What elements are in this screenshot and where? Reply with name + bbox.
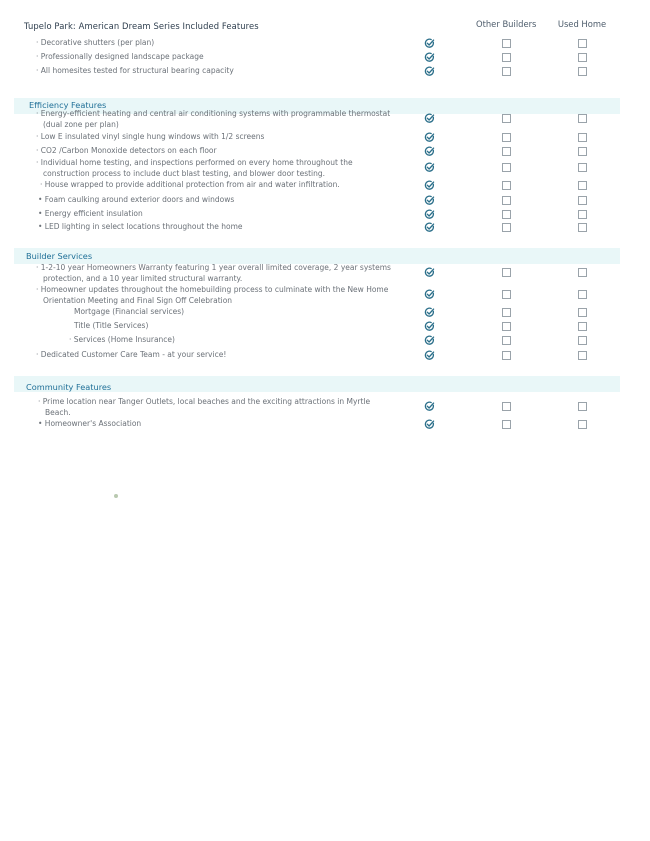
feature-label-line: · Dedicated Customer Care Team - at your service! xyxy=(36,350,227,359)
check-circle-icon xyxy=(424,38,435,49)
feature-label-line: · Energy-efficient heating and central air conditioning systems with programmable thermostat xyxy=(36,109,391,118)
used-home-checkbox xyxy=(578,290,587,299)
other-builders-checkbox xyxy=(502,290,511,299)
used-home-checkbox xyxy=(578,351,587,360)
used-home-checkbox xyxy=(578,402,587,411)
feature-label-line: · Services (Home Insurance) xyxy=(69,335,175,344)
feature-label xyxy=(36,158,353,179)
feature-label-line: · All homesites tested for structural bearing capacity xyxy=(36,66,234,75)
used-home-checkbox xyxy=(578,181,587,190)
used-home-checkbox xyxy=(578,39,587,48)
used-home-checkbox xyxy=(578,210,587,219)
feature-label xyxy=(36,146,217,157)
check-circle-icon xyxy=(424,209,435,220)
used-home-checkbox xyxy=(578,133,587,142)
check-circle-icon xyxy=(424,321,435,332)
used-home-checkbox xyxy=(578,322,587,331)
used-home-checkbox xyxy=(578,163,587,172)
feature-label xyxy=(38,222,243,233)
used-home-checkbox xyxy=(578,147,587,156)
check-circle-icon xyxy=(424,401,435,412)
other-builders-checkbox xyxy=(502,67,511,76)
other-builders-checkbox xyxy=(502,322,511,331)
other-builders-checkbox xyxy=(502,53,511,62)
feature-label xyxy=(38,209,143,220)
other-builders-checkbox xyxy=(502,181,511,190)
used-home-checkbox xyxy=(578,308,587,317)
check-circle-icon xyxy=(424,132,435,143)
feature-label xyxy=(38,397,370,418)
check-circle-icon xyxy=(424,267,435,278)
other-builders-checkbox xyxy=(502,268,511,277)
used-home-checkbox xyxy=(578,196,587,205)
feature-label-line: · 1-2-10 year Homeowners Warranty featuring 1 year overall limited coverage, 2 year systems xyxy=(36,263,391,272)
feature-label-line: Mortgage (Financial services) xyxy=(74,307,185,316)
feature-label-continuation: protection, and a 10 year limited structural warranty. xyxy=(43,273,243,283)
feature-label xyxy=(36,132,264,143)
other-builders-checkbox xyxy=(502,147,511,156)
scan-speck xyxy=(114,494,118,498)
used-home-checkbox xyxy=(578,223,587,232)
feature-label-line: · Homeowner updates throughout the homebuilding process to culminate with the New Home xyxy=(36,285,389,294)
feature-label xyxy=(38,419,141,430)
other-builders-checkbox xyxy=(502,114,511,123)
check-circle-icon xyxy=(424,52,435,63)
used-home-checkbox xyxy=(578,336,587,345)
feature-label xyxy=(36,350,226,361)
feature-label xyxy=(36,66,234,77)
column-header-used-home: Used Home xyxy=(557,19,607,29)
feature-label-line: · Professionally designed landscape package xyxy=(36,52,204,61)
other-builders-checkbox xyxy=(502,39,511,48)
feature-label-continuation: Orientation Meeting and Final Sign Off Celebration xyxy=(43,295,233,305)
other-builders-checkbox xyxy=(502,420,511,429)
feature-label-line: • Energy efficient insulation xyxy=(38,209,143,218)
section-title-builder-services: Builder Services xyxy=(26,251,93,261)
feature-label-line: · Prime location near Tanger Outlets, local beaches and the exciting attractions in Myrtle xyxy=(38,397,371,406)
feature-label-line: · Individual home testing, and inspections performed on every home throughout the xyxy=(36,158,353,167)
feature-label-line: · Low E insulated vinyl single hung windows with 1/2 screens xyxy=(36,132,265,141)
check-circle-icon xyxy=(424,350,435,361)
used-home-checkbox xyxy=(578,67,587,76)
feature-label-line: • Homeowner's Association xyxy=(38,419,142,428)
page-title: Tupelo Park: American Dream Series Included Features xyxy=(24,21,259,31)
check-circle-icon xyxy=(424,335,435,346)
check-circle-icon xyxy=(424,289,435,300)
other-builders-checkbox xyxy=(502,336,511,345)
section-title-community: Community Features xyxy=(26,382,112,392)
check-circle-icon xyxy=(424,222,435,233)
feature-label xyxy=(69,335,175,346)
check-circle-icon xyxy=(424,195,435,206)
other-builders-checkbox xyxy=(502,308,511,317)
feature-label-line: · Decorative shutters (per plan) xyxy=(36,38,155,47)
feature-label-line: Title (Title Services) xyxy=(74,321,149,330)
feature-label xyxy=(36,38,154,49)
other-builders-checkbox xyxy=(502,196,511,205)
feature-label-continuation: construction process to include duct blast testing, and blower door testing. xyxy=(43,168,326,178)
check-circle-icon xyxy=(424,307,435,318)
feature-label-line: · House wrapped to provide additional protection from air and water infiltration. xyxy=(40,180,340,189)
check-circle-icon xyxy=(424,146,435,157)
feature-label xyxy=(36,263,391,284)
section-title-efficiency: Efficiency Features xyxy=(29,100,107,110)
feature-label-continuation: (dual zone per plan) xyxy=(43,119,119,129)
feature-label xyxy=(36,52,204,63)
feature-label-line: • LED lighting in select locations throughout the home xyxy=(38,222,243,231)
feature-label xyxy=(38,195,234,206)
feature-label xyxy=(36,109,390,130)
other-builders-checkbox xyxy=(502,351,511,360)
feature-label-line: · CO2 /Carbon Monoxide detectors on each floor xyxy=(36,146,217,155)
feature-label xyxy=(40,180,340,191)
column-header-other-builders: Other Builders xyxy=(476,19,537,29)
feature-label xyxy=(74,307,184,318)
other-builders-checkbox xyxy=(502,163,511,172)
check-circle-icon xyxy=(424,419,435,430)
feature-label xyxy=(74,321,148,332)
other-builders-checkbox xyxy=(502,133,511,142)
section-band xyxy=(14,248,620,264)
check-circle-icon xyxy=(424,180,435,191)
other-builders-checkbox xyxy=(502,223,511,232)
check-circle-icon xyxy=(424,162,435,173)
other-builders-checkbox xyxy=(502,210,511,219)
feature-label-line: • Foam caulking around exterior doors and windows xyxy=(38,195,235,204)
check-circle-icon xyxy=(424,66,435,77)
used-home-checkbox xyxy=(578,268,587,277)
check-circle-icon xyxy=(424,113,435,124)
used-home-checkbox xyxy=(578,420,587,429)
used-home-checkbox xyxy=(578,114,587,123)
feature-label xyxy=(36,285,388,306)
used-home-checkbox xyxy=(578,53,587,62)
other-builders-checkbox xyxy=(502,402,511,411)
feature-label-continuation: Beach. xyxy=(45,407,71,417)
